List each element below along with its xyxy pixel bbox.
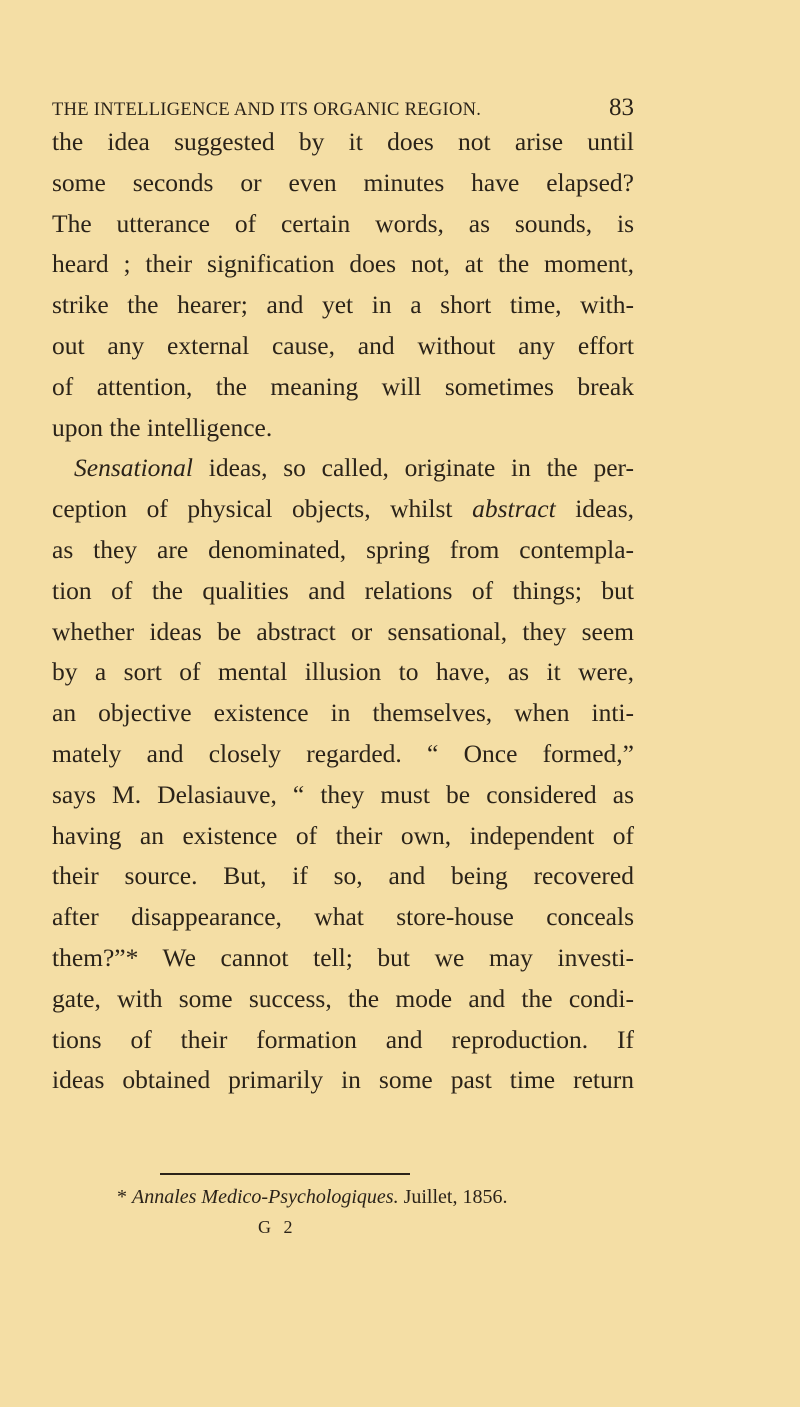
- line-text: by a sort of mental illusion to have, as it were,: [52, 657, 634, 687]
- line-text: some seconds or even minutes have elapsed?: [52, 167, 634, 197]
- text-line: [52, 244, 634, 285]
- text-line: [52, 285, 634, 326]
- text-line: [52, 1060, 634, 1101]
- line-text: after disappearance, what store-house conceals: [52, 902, 634, 932]
- line-text: them?”* We cannot tell; but we may investi-: [52, 942, 634, 972]
- line-text: gate, with some success, the mode and the condi-: [52, 983, 634, 1013]
- footnote-marker: *: [117, 1186, 127, 1208]
- line-text: mately and closely regarded. “ Once formed,”: [52, 738, 634, 768]
- text-line: [52, 612, 634, 653]
- line-text: the idea suggested by it does not arise until: [52, 127, 634, 156]
- line-text: heard ; their signification does not, at the moment,: [52, 249, 634, 279]
- line-text: ideas,: [555, 494, 634, 524]
- text-line: [52, 816, 634, 857]
- line-text: The utterance of certain words, as sounds, is: [52, 208, 634, 238]
- footnote: [117, 1186, 507, 1209]
- text-line: [52, 938, 634, 979]
- text-line: [52, 979, 634, 1020]
- line-text: whether ideas be abstract or sensational, they seem: [52, 616, 634, 646]
- line-text: says M. Delasiauve, “ they must be considered as: [52, 779, 634, 809]
- body-text: [52, 122, 634, 1101]
- line-text: of attention, the meaning will sometimes break: [52, 371, 634, 401]
- line-text: upon the intelligence.: [52, 412, 273, 442]
- footnote-title: Annales Medico-Psychologiques.: [132, 1186, 399, 1208]
- text-line: [52, 652, 634, 693]
- footnote-divider: [160, 1173, 410, 1175]
- text-line: [52, 408, 634, 449]
- text-line: [52, 897, 634, 938]
- running-title: THE INTELLIGENCE AND ITS ORGANIC REGION.: [52, 100, 482, 120]
- text-line: [52, 122, 634, 163]
- text-line: [52, 734, 634, 775]
- line-text: tion of the qualities and relations of things; but: [52, 575, 634, 605]
- line-text: ideas obtained primarily in some past time return: [52, 1065, 634, 1095]
- line-text: ideas, so called, originate in the per-: [193, 453, 634, 483]
- text-line: [52, 163, 634, 204]
- text-line: [52, 448, 634, 489]
- line-text: as they are denominated, spring from contempla-: [52, 534, 634, 564]
- page-number: 83: [609, 94, 634, 121]
- italic-term: Sensational: [74, 453, 193, 483]
- line-text: an objective existence in themselves, when inti-: [52, 698, 634, 728]
- running-header: [52, 94, 634, 122]
- text-line: [52, 489, 634, 530]
- line-text: strike the hearer; and yet in a short time, with-: [52, 290, 634, 320]
- italic-term: abstract: [472, 494, 556, 524]
- text-line: [52, 367, 634, 408]
- text-line: [52, 530, 634, 571]
- signature-mark: G 2: [258, 1217, 297, 1237]
- text-line: [52, 775, 634, 816]
- text-line: [52, 326, 634, 367]
- line-text: out any external cause, and without any effort: [52, 330, 634, 360]
- text-line: [52, 693, 634, 734]
- text-line: [52, 571, 634, 612]
- text-line: [52, 204, 634, 245]
- line-text: having an existence of their own, independent of: [52, 820, 634, 850]
- text-line: [52, 1020, 634, 1061]
- line-text: ception of physical objects, whilst: [52, 494, 473, 524]
- line-text: their source. But, if so, and being recovered: [52, 861, 634, 891]
- line-text: tions of their formation and reproduction. If: [52, 1024, 634, 1054]
- footnote-date: Juillet, 1856.: [398, 1186, 508, 1208]
- text-line: [52, 856, 634, 897]
